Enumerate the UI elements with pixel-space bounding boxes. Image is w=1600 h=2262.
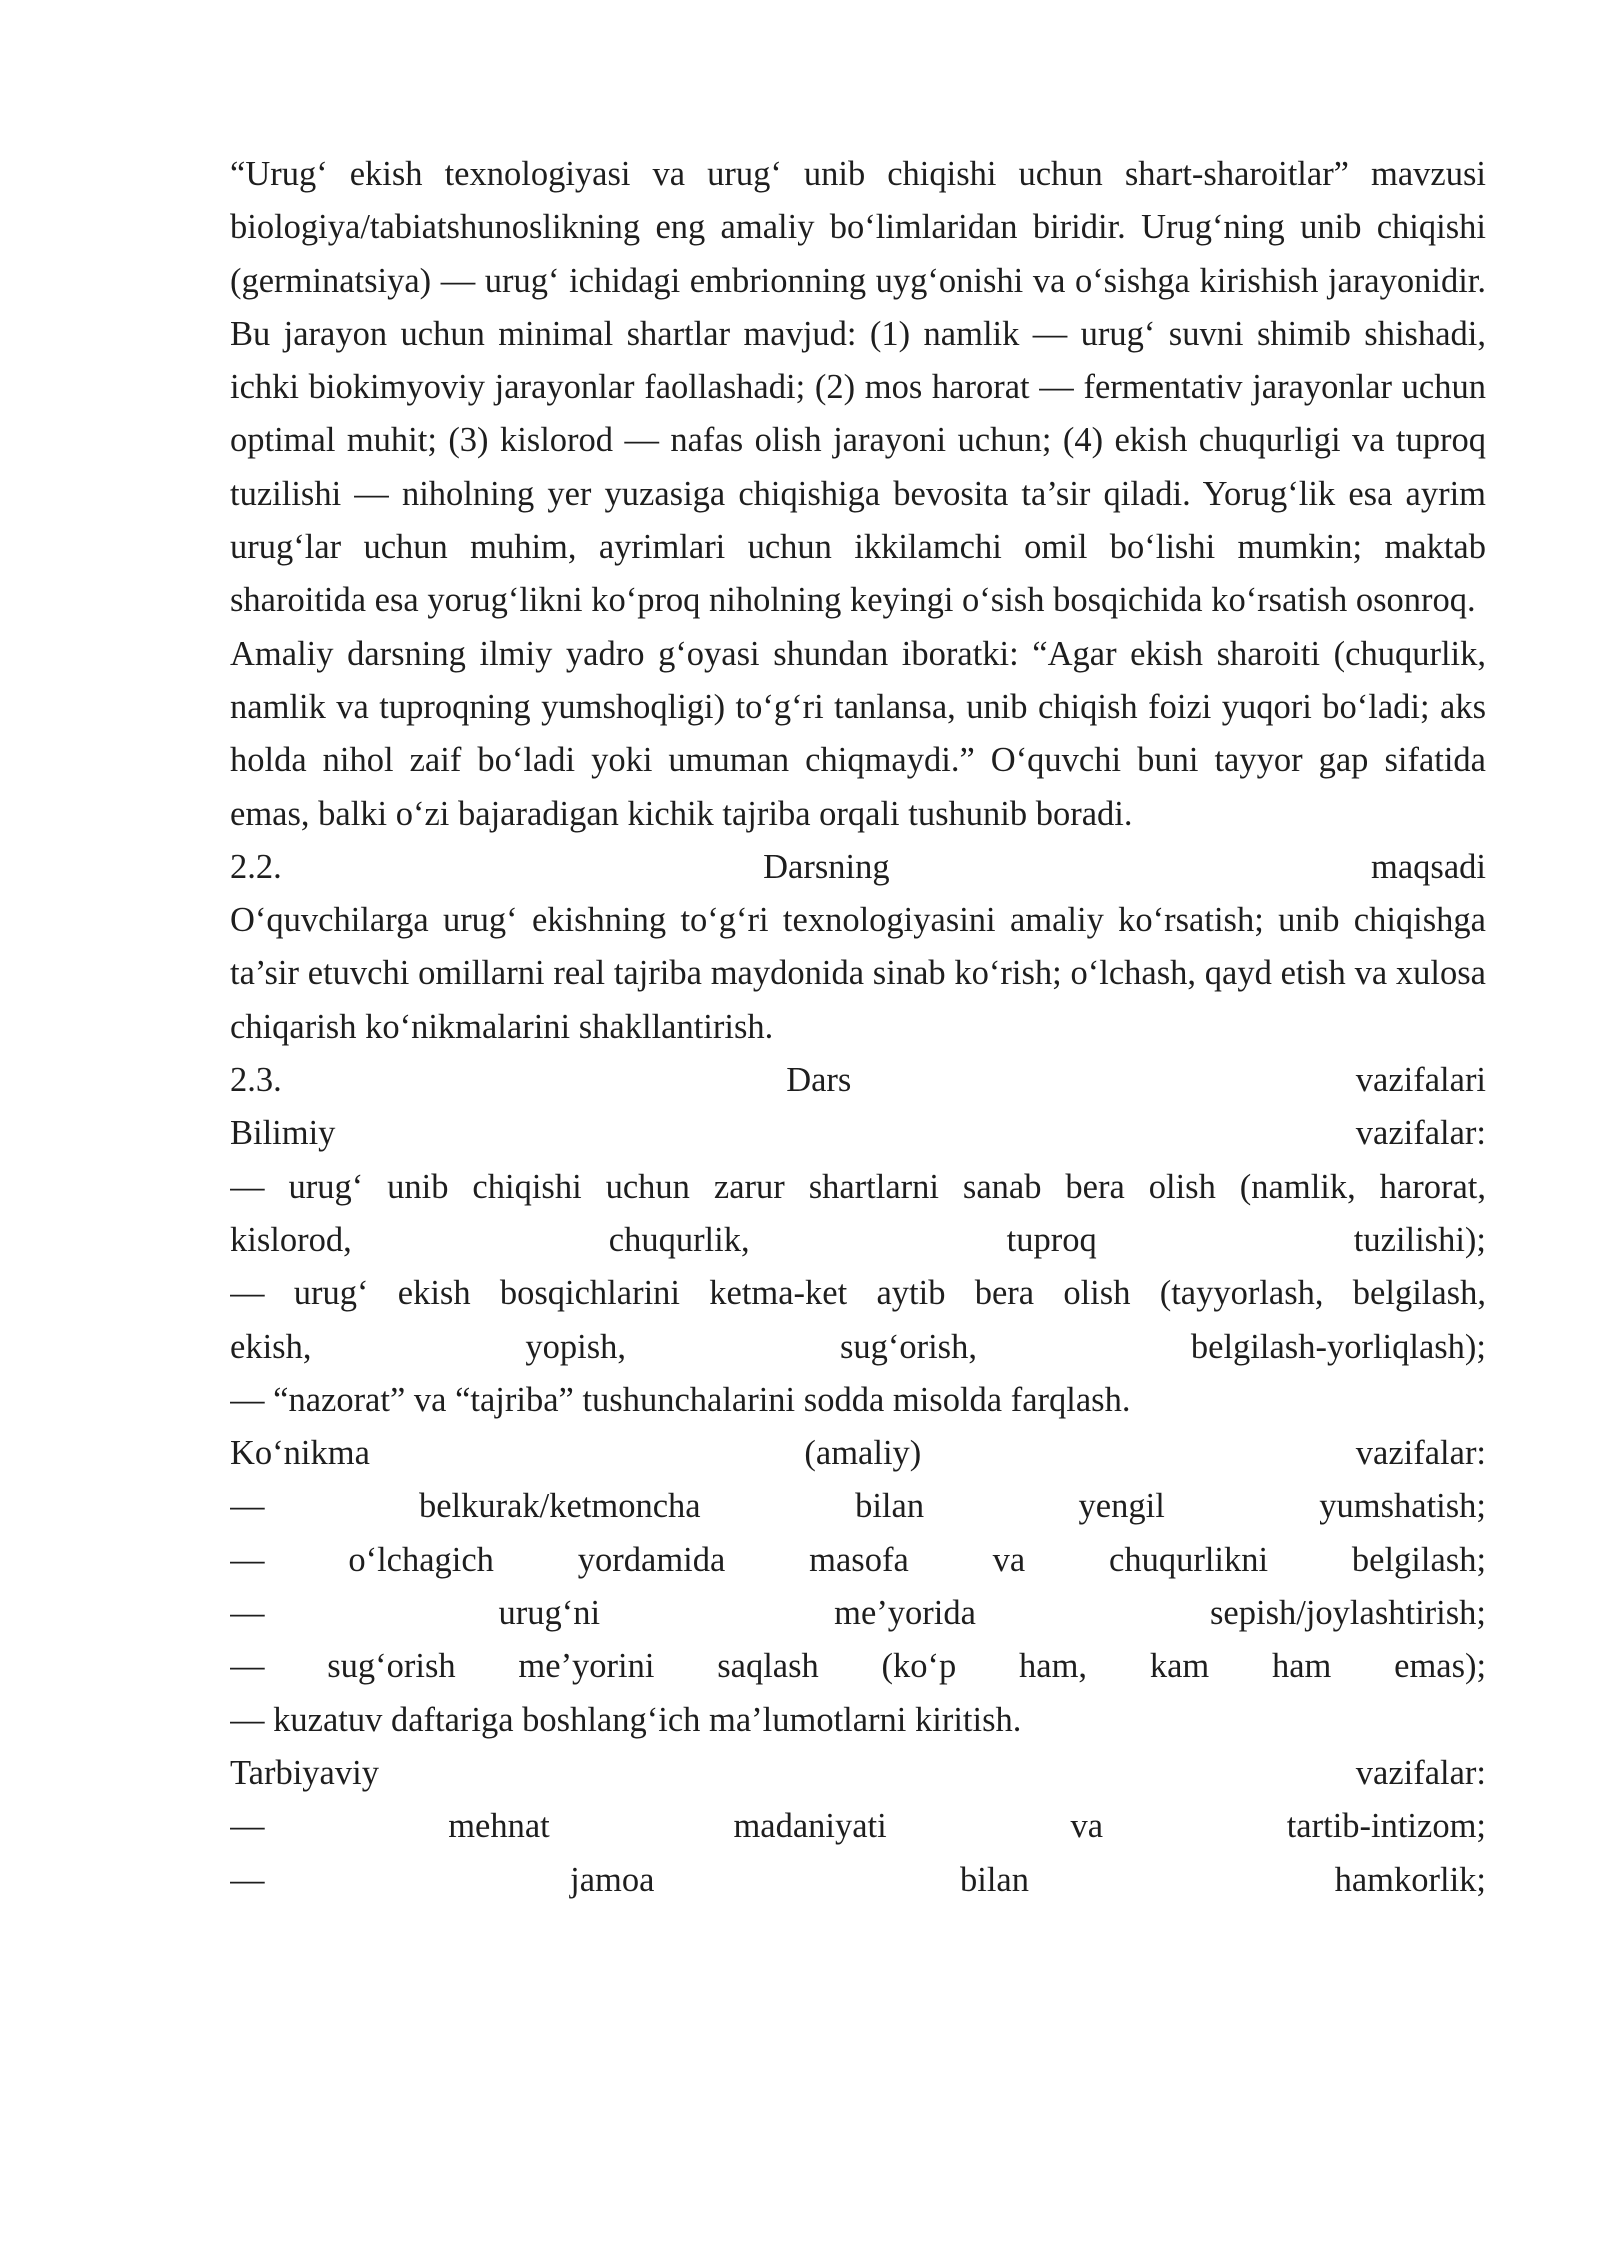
section-title-word: Darsning xyxy=(763,847,890,886)
subheading-word: (amaliy) xyxy=(804,1434,922,1473)
list-word: belgilash; xyxy=(1351,1540,1486,1579)
skills-item-line xyxy=(230,1640,1486,1693)
skills-heading xyxy=(230,1427,1486,1480)
dash: — xyxy=(230,1647,265,1686)
list-word: me’yorida xyxy=(834,1594,976,1633)
section-title-word: vazifalari xyxy=(1355,1061,1486,1100)
knowledge-item-line xyxy=(230,1321,1486,1374)
list-word: belkurak/ketmoncha xyxy=(418,1487,701,1526)
list-word: o‘lchagich xyxy=(348,1540,494,1579)
skills-item-line xyxy=(230,1587,1486,1640)
subheading-word: Bilimiy xyxy=(230,1114,336,1153)
subheading-word: Tarbiyaviy xyxy=(230,1753,379,1792)
knowledge-item-line xyxy=(230,1374,1486,1427)
list-word: va xyxy=(1070,1807,1104,1846)
list-word: ham xyxy=(1271,1647,1332,1686)
upbringing-heading xyxy=(230,1747,1486,1800)
list-word: yengil xyxy=(1078,1487,1165,1526)
knowledge-item-line xyxy=(230,1214,1486,1267)
list-word: masofa xyxy=(809,1540,909,1579)
list-word: hamkorlik; xyxy=(1334,1860,1486,1899)
intro-paragraph-2: Amaliy darsning ilmiy yadro g‘oyasi shundan iboratki: “Agar ekish sharoiti (chuqurlik, namlik va tuproqning yumshoqligi) to‘g‘ri tanlansa, unib chiqish foizi yuqori bo‘ladi; aks holda nihol zaif bo‘ladi yoki umuman chiqmaydi.” O‘quvchi buni tayyor gap sifatida emas, balki o‘zi bajaradigan kichik tajriba orqali tushunib boradi. xyxy=(230,634,1486,833)
list-word: madaniyati xyxy=(733,1807,887,1846)
section-2-3-heading xyxy=(230,1054,1486,1107)
section-number: 2.2. xyxy=(230,847,282,886)
subheading-word: Ko‘nikma xyxy=(230,1434,370,1473)
list-word: yumshatish; xyxy=(1319,1487,1486,1526)
list-text: — urug‘ ekish bosqichlarini ketma-ket aytib bera olish (tayyorlash, belgilash, xyxy=(230,1274,1486,1313)
list-word: ham, xyxy=(1019,1647,1088,1686)
section-2-2-heading xyxy=(230,841,1486,894)
list-word: ekish, xyxy=(230,1327,312,1366)
section-title-word: Dars xyxy=(786,1061,852,1100)
knowledge-item-line xyxy=(230,1267,1486,1320)
knowledge-item-line xyxy=(230,1161,1486,1214)
intro-paragraph-1: “Urug‘ ekish texnologiyasi va urug‘ unib chiqishi uchun shart-sharoitlar” mavzusi biologiya/tabiatshunoslikning eng amaliy bo‘limlaridan biridir. Urug‘ning unib chiqishi (germinatsiya) — urug‘ ichidagi embrionning uyg‘onishi va o‘sishga kirishish jarayonidir. Bu jarayon uchun minimal shartlar mavjud: (1) namlik — urug‘ suvni shimib shishadi, ichki biokimyoviy jarayonlar faollashadi; (2) mos harorat — fermentativ jarayonlar uchun optimal muhit; (3) kislorod — nafas olish jarayoni uchun; (4) ekish chuqurligi va tuproq tuzilishi — niholning yer yuzasiga chiqishiga bevosita ta’sir qiladi. Yorug‘lik esa ayrim urug‘lar uchun muhim, ayrimlari uchun ikkilamchi omil bo‘lishi mumkin; maktab sharoitida esa yorug‘likni ko‘proq niholning keyingi o‘sish bosqichida ko‘rsatish osonroq. xyxy=(230,155,1486,620)
dash: — xyxy=(230,1860,265,1899)
list-word: belgilash-yorliqlash); xyxy=(1190,1327,1486,1366)
list-word: va xyxy=(992,1540,1026,1579)
dash: — xyxy=(230,1487,265,1526)
list-word: tuproq xyxy=(1006,1220,1097,1259)
list-word: kam xyxy=(1149,1647,1210,1686)
skills-item-line xyxy=(230,1694,1486,1747)
subheading-word: vazifalar: xyxy=(1355,1114,1486,1153)
dash: — xyxy=(230,1594,265,1633)
list-word: bilan xyxy=(960,1860,1029,1899)
list-word: sepish/joylashtirish; xyxy=(1210,1594,1486,1633)
list-word: saqlash xyxy=(717,1647,819,1686)
list-text: — urug‘ unib chiqishi uchun zarur shartlarni sanab bera olish (namlik, harorat, xyxy=(230,1167,1486,1206)
skills-item-line xyxy=(230,1480,1486,1533)
section-title-word: maqsadi xyxy=(1371,847,1486,886)
dash: — xyxy=(230,1540,265,1579)
list-word: tuzilishi); xyxy=(1353,1220,1486,1259)
goal-paragraph: O‘quvchilarga urug‘ ekishning to‘g‘ri texnologiyasini amaliy ko‘rsatish; unib chiqishga ta’sir etuvchi omillarni real tajriba maydonida sinab ko‘rish; o‘lchash, qayd etish va xulosa chiqarish ko‘nikmalarini shakllantirish. xyxy=(230,901,1486,1046)
document-page xyxy=(230,148,1486,1907)
list-word: sug‘orish, xyxy=(839,1327,977,1366)
list-word: jamoa xyxy=(570,1860,655,1899)
list-word: (ko‘p xyxy=(881,1647,957,1686)
list-word: chuqurlikni xyxy=(1109,1540,1269,1579)
subheading-word: vazifalar: xyxy=(1355,1753,1486,1792)
section-number: 2.3. xyxy=(230,1061,282,1100)
dash: — xyxy=(230,1807,265,1846)
subheading-word: vazifalar: xyxy=(1355,1434,1486,1473)
list-word: sug‘orish xyxy=(327,1647,456,1686)
list-word: emas); xyxy=(1394,1647,1486,1686)
list-text: — kuzatuv daftariga boshlang‘ich ma’lumotlarni kiritish. xyxy=(230,1700,1022,1739)
list-word: urug‘ni xyxy=(498,1594,601,1633)
list-word: yordamida xyxy=(577,1540,726,1579)
list-text: — “nazorat” va “tajriba” tushunchalarini sodda misolda farqlash. xyxy=(230,1380,1131,1419)
list-word: yopish, xyxy=(525,1327,627,1366)
knowledge-heading xyxy=(230,1107,1486,1160)
list-word: me’yorini xyxy=(518,1647,655,1686)
list-word: mehnat xyxy=(448,1807,550,1846)
upbringing-item-line xyxy=(230,1800,1486,1853)
upbringing-item-line xyxy=(230,1854,1486,1907)
skills-item-line xyxy=(230,1534,1486,1587)
list-word: bilan xyxy=(855,1487,925,1526)
list-word: kislorod, xyxy=(230,1220,352,1259)
list-word: chuqurlik, xyxy=(608,1220,750,1259)
list-word: tartib-intizom; xyxy=(1286,1807,1486,1846)
